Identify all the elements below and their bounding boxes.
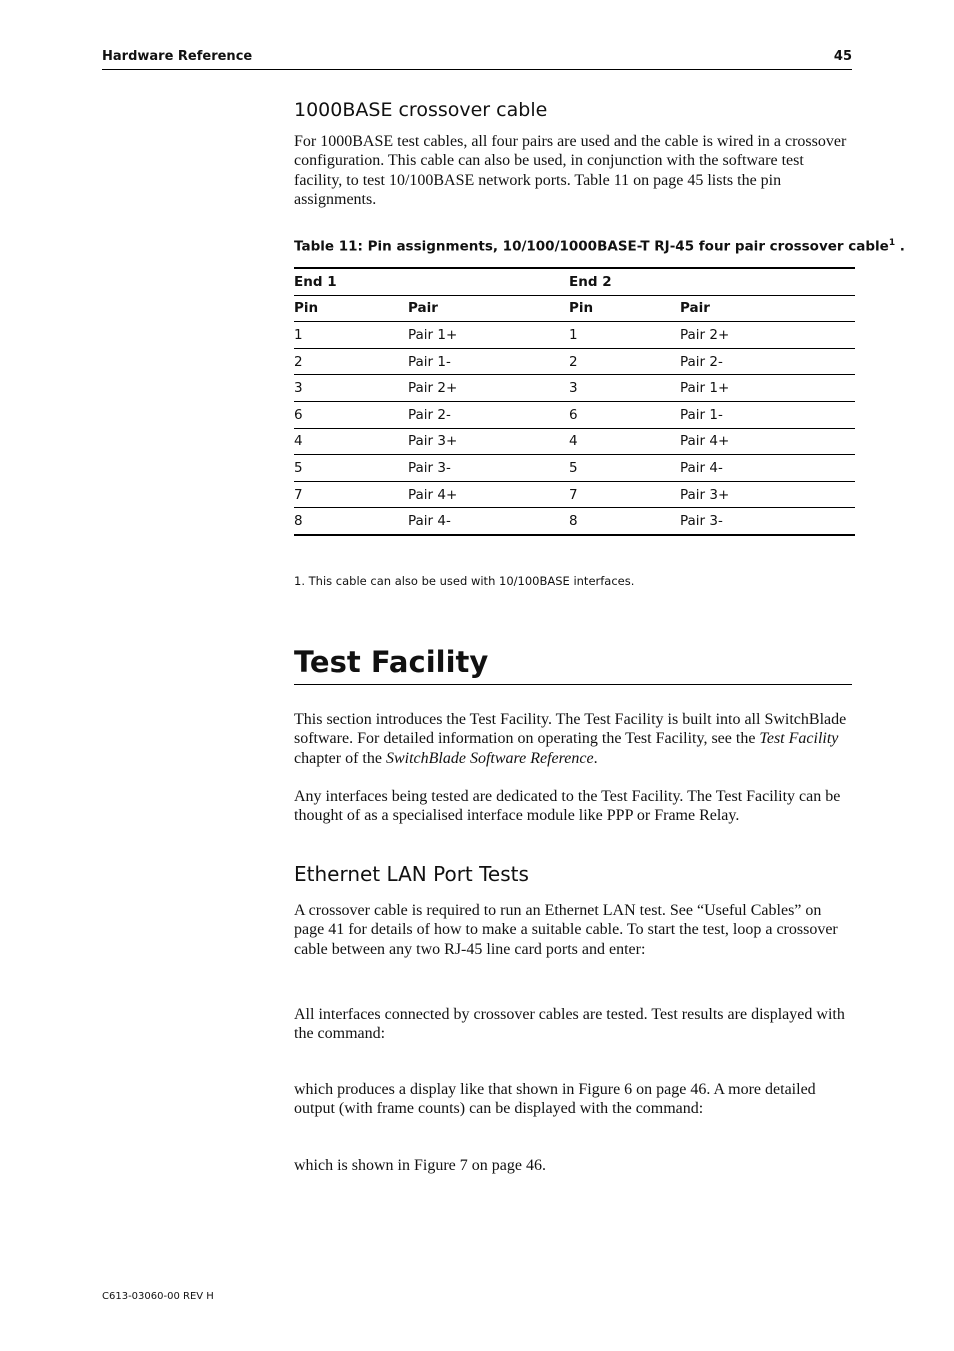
column-header-cell: Pair — [680, 295, 855, 322]
table-cell: Pair 2- — [408, 401, 569, 428]
table-row — [294, 481, 855, 508]
table-cell: Pair 1+ — [408, 322, 569, 349]
reference-book-title: SwitchBlade Software Reference — [385, 749, 594, 767]
table-footnote: 1. This cable can also be used with 10/100BASE interfaces. — [294, 574, 635, 588]
ethernet-paragraph-3: which produces a display like that shown in Figure 6 on page 46. A more detailed output (with frame counts) can be displayed with the command: — [294, 1081, 816, 1118]
page-header — [102, 48, 852, 70]
table-cell: 3 — [569, 375, 680, 402]
column-header-cell: Pin — [294, 295, 408, 322]
section-paragraph-1000base: For 1000BASE test cables, all four pairs are used and the cable is wired in a crossover configuration. This cable can also be used, in conjunction with the software test facility, to test 10/100BASE network ports. Table 11 on page 45 lists the pin assignments. — [294, 133, 847, 208]
table-cell: 5 — [294, 455, 408, 482]
column-header-cell: Pair — [408, 295, 569, 322]
test-facility-paragraph-2: Any interfaces being tested are dedicated to the Test Facility. The Test Facility can be thought of as a specialised interface module like PPP or Frame Relay. — [294, 788, 841, 825]
group-header-cell: End 2 — [569, 268, 680, 295]
table-cell: 7 — [569, 481, 680, 508]
table-cell: 4 — [294, 428, 408, 455]
table-cell: 5 — [569, 455, 680, 482]
table-row — [294, 348, 855, 375]
table-row — [294, 322, 855, 349]
table-cell: Pair 4- — [680, 455, 855, 482]
text-run: This section introduces the Test Facility. The Test Facility is built into all SwitchBlade software. For detailed information on operating the Test Facility, see the — [294, 711, 847, 748]
table-cell: Pair 3- — [408, 455, 569, 482]
document-id: C613-03060-00 REV H — [102, 1291, 214, 1302]
table-cell: 6 — [569, 401, 680, 428]
table-cell: Pair 1- — [680, 401, 855, 428]
table-cell: Pair 3+ — [680, 481, 855, 508]
table-caption-footnote-ref: 1 — [888, 238, 896, 248]
table-cell: Pair 2- — [680, 348, 855, 375]
ethernet-paragraph-2: All interfaces connected by crossover cables are tested. Test results are displayed with the command: — [294, 1006, 845, 1043]
reference-chapter-title: Test Facility — [759, 730, 839, 748]
group-header-cell — [680, 268, 855, 295]
table-caption-text: Table 11: Pin assignments, 10/100/1000BASE-T RJ-45 four pair crossover cable — [294, 238, 889, 255]
table-cell: 7 — [294, 481, 408, 508]
table-cell: Pair 4+ — [680, 428, 855, 455]
table-column-header-row — [294, 295, 855, 322]
text-run: chapter of the — [294, 749, 386, 767]
table-cell: Pair 2+ — [408, 375, 569, 402]
ethernet-paragraph-4: which is shown in Figure 7 on page 46. — [294, 1157, 546, 1174]
table-cell: Pair 2+ — [680, 322, 855, 349]
test-facility-paragraph-1 — [294, 710, 854, 768]
table-cell: Pair 3- — [680, 508, 855, 535]
table-cell: 1 — [294, 322, 408, 349]
pin-assignment-table — [294, 267, 855, 536]
ethernet-paragraph-1: A crossover cable is required to run an Ethernet LAN test. See “Useful Cables” on page 41 for details of how to make a suitable cable. To start the test, loop a crossover cable between any two RJ-45 line card ports and enter: — [294, 902, 838, 958]
table-cell: 2 — [294, 348, 408, 375]
table-cell: 6 — [294, 401, 408, 428]
header-title: Hardware Reference — [102, 49, 253, 64]
table-cell: Pair 1- — [408, 348, 569, 375]
table-cell: 4 — [569, 428, 680, 455]
table-row — [294, 455, 855, 482]
section-heading-1000base: 1000BASE crossover cable — [294, 99, 548, 121]
table-cell: Pair 1+ — [680, 375, 855, 402]
table-row — [294, 401, 855, 428]
group-header-cell: End 1 — [294, 268, 408, 295]
table-cell: 2 — [569, 348, 680, 375]
table-caption-end: . — [895, 238, 905, 255]
table-row — [294, 375, 855, 402]
text-run: . — [593, 749, 598, 767]
chapter-heading-test-facility: Test Facility — [294, 645, 852, 685]
table-cell: Pair 3+ — [408, 428, 569, 455]
section-heading-ethernet: Ethernet LAN Port Tests — [294, 862, 529, 886]
column-header-cell: Pin — [569, 295, 680, 322]
table-cell: 8 — [294, 508, 408, 535]
group-header-cell — [408, 268, 569, 295]
table-group-header-row — [294, 268, 855, 295]
table-cell: Pair 4- — [408, 508, 569, 535]
table-cell: 1 — [569, 322, 680, 349]
table-row — [294, 508, 855, 535]
page-number: 45 — [833, 49, 852, 64]
table-cell: 8 — [569, 508, 680, 535]
table-row — [294, 428, 855, 455]
table-cell: 3 — [294, 375, 408, 402]
table-cell: Pair 4+ — [408, 481, 569, 508]
table-caption — [294, 238, 905, 255]
